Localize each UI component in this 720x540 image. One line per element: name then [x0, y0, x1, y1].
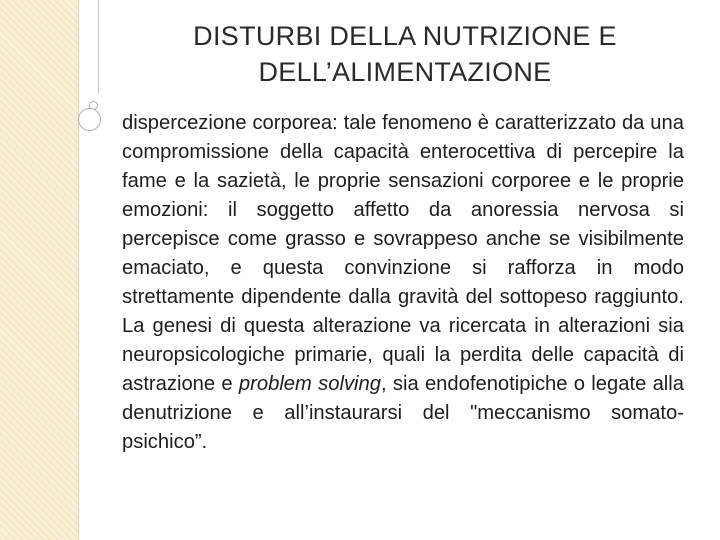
paragraph-tail: , sia endofenotipiche o legate alla denutrizione e all’instaurarsi del "meccanismo somato-psichico”. — [122, 373, 684, 453]
decorative-side-band — [0, 0, 78, 540]
slide-title: DISTURBI DELLA NUTRIZIONE E DELL’ALIMENTAZIONE — [193, 21, 617, 87]
paragraph-lead: dispercezione corporea: tale fenomeno è caratterizzato da una compromissione della capacità enterocettiva di percepire la fame e la sazietà, le proprie sensazioni corporee e le proprie emozioni: il soggetto affetto da anoressia nervosa si percepisce come grasso e sovrappeso anche se visibilmente emaciato, e questa convinzione si rafforza in modo strettamente dipendente dalla gravità del sottopeso raggiunto. La genesi di questa alterazione va ricercata in alterazioni sia neuropsicologiche primarie, quali la perdita delle capacità di astrazione e — [122, 112, 684, 395]
paragraph-emphasis: problem solving — [238, 373, 381, 395]
slide-body-paragraph — [122, 109, 684, 457]
ornament-line — [98, 0, 99, 94]
ornament-large-circle — [78, 108, 101, 131]
band-edge-line — [78, 0, 79, 540]
